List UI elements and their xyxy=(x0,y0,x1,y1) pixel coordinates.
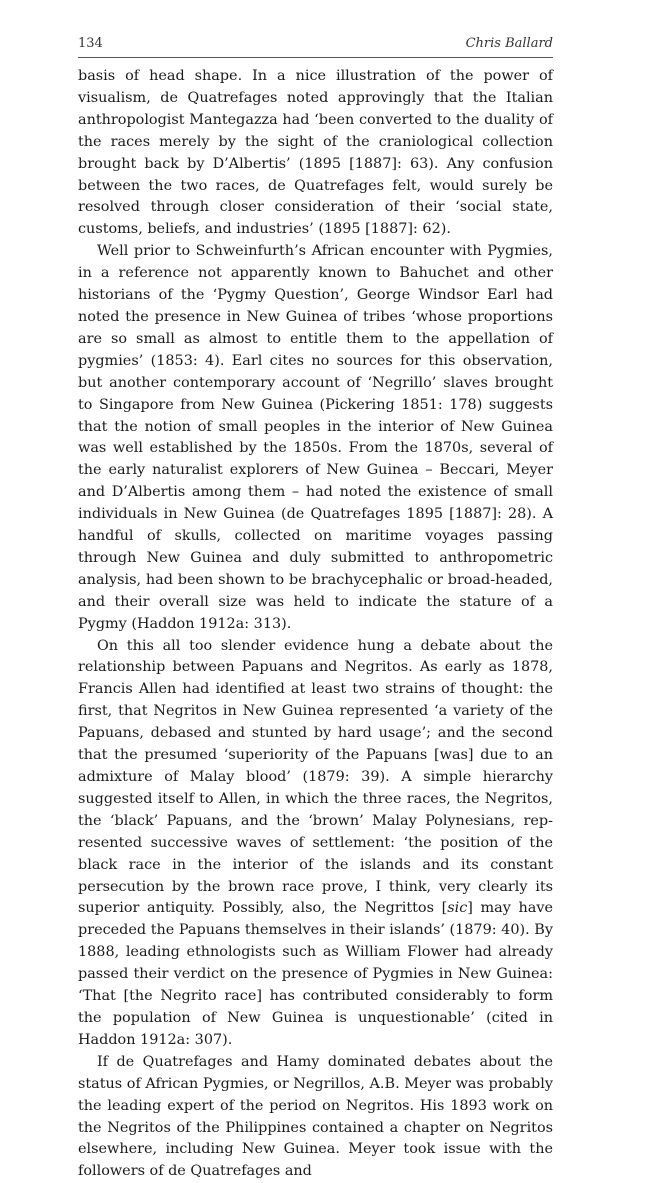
paragraph: basis of head shape. In a nice illustration of the power of visualism, de Quatrefages noted approvingly that the Italian anthropologist Mantegazza had ‘been converted to the duality of the races merely by the sight of the craniological collection brought back by D’Albertis’ (1895 [1887]: 63). Any confusion between the two races, de Quatrefages felt, would surely be resolved through closer consideration of their ‘social state, customs, beliefs, and industries’ (1895 [1887]: 62). xyxy=(78,68,553,238)
paragraph: Well prior to Schweinfurth’s African encounter with Pygmies, in a reference not apparently known to Bahuchet and other historians of the ‘Pygmy Question’, George Windsor Earl had noted the presence in New Guinea of tribes ‘whose proportions are so small as almost to entitle them to the appellation of pygmies’ (1853: 4). Earl cites no sources for this observation, but another contemporary account of ‘Negrillo’ slaves brought to Singapore from New Guinea (Pickering 1851: 178) suggests that the notion of small peoples in the interior of New Guinea was well established by the 1850s. From the 1870s, several of the early naturalist explorers of New Guinea – Beccari, Meyer and D’Albertis among them – had noted the existence of small individuals in New Guinea (de Quatrefages 1895 [1887]: 28). A handful of skulls, collected on maritime voyages passing through New Guinea and duly submitted to anthropometric analysis, had been shown to be brachycephalic or broad-headed, and their overall size was held to indicate the stature of a Pygmy (Haddon 1912a: 313). xyxy=(78,243,553,632)
running-head-author: Chris Ballard xyxy=(465,36,553,51)
body-text xyxy=(78,66,553,1183)
paragraph-text: On this all too slender evidence hung a debate about the relationship between Papuans and Negritos. As early as 1878, Francis Allen had identified at least two strains of thought: the first, that Negritos in New Guinea represented ‘a variety of the Papuans, debased and stunted by hard usage’; and the second that the presumed ‘superiority of the Papuans [was] due to an admixture of Malay blood’ (1879: 39). A simple hierarchy suggested itself to Allen, in which the three races, the Negritos, the ‘black’ Papuans, and the ‘brown’ Malay Polynesians, represented successive waves of settlement: ‘the position of the black race in the interior of the islands and its constant persecution by the brown race prove, I think, very clearly its superior antiquity. Possibly, also, the Negrittos [ xyxy=(78,637,553,917)
page-number: 134 xyxy=(78,36,103,51)
paragraph: If de Quatrefages and Hamy dominated debates about the status of African Pygmies, or Negrillos, A.B. Meyer was probably the leading expert of the period on Negritos. His 1893 work on the Negritos of the Philippines contained a chapter on Negritos elsewhere, including New Guinea. Meyer took issue with the followers of de Quatrefages and xyxy=(78,1053,553,1180)
paragraph-text: ] may have preceded the Papuans themselves in their islands’ (1879: 40). By 1888, leading ethnologists such as William Flower had already passed their verdict on the presence of Pygmies in New Guinea: ‘That [the Negrito race] has contributed considerably to form the population of New Guinea is unquestionable’ (cited in Haddon 1912a: 307). xyxy=(78,900,553,1048)
paragraph xyxy=(78,636,553,1052)
italic-term-sic: sic xyxy=(447,900,468,917)
book-page xyxy=(78,36,553,1183)
running-head xyxy=(78,36,553,58)
